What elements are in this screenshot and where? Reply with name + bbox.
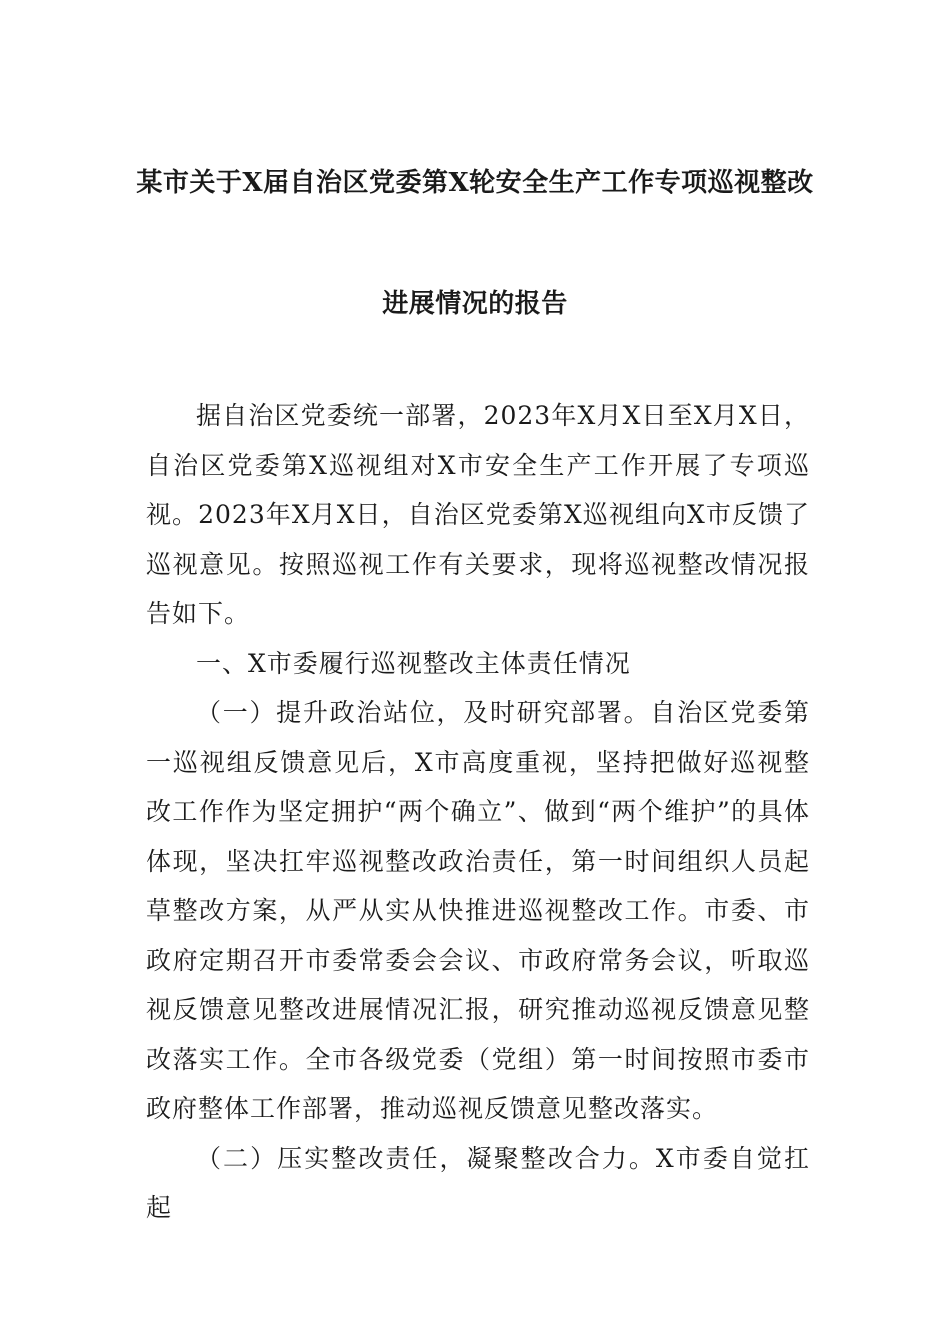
intro-paragraph: 据自治区党委统一部署，2023年X月X日至X月X日，自治区党委第X巡视组对X市安全生产工作开展了专项巡视。2023年X月X日，自治区党委第X巡视组向X市反馈了巡视意见。按照巡视工作有关要求，现将巡视整改情况报告如下。 — [146, 401, 810, 628]
document-title-line-1: 某市关于X届自治区党委第X轮安全生产工作专项巡视整改 — [136, 168, 814, 198]
subsection-paragraph-1: （一）提升政治站位，及时研究部署。自治区党委第一巡视组反馈意见后，X市高度重视，坚持把做好巡视整改工作作为坚定拥护“两个确立”、做到“两个维护”的具体体现，坚决扛牢巡视整改政治责任，第一时间组织人员起草整改方案，从严从实从快推进巡视整改工作。市委、市政府定期召开市委常委会会议、市政府常务会议，听取巡视反馈意见整改进展情况汇报，研究推动巡视反馈意见整改落实工作。全市各级党委（党组）第一时间按照市委市政府整体工作部署，推动巡视反馈意见整改落实。 — [146, 698, 810, 1123]
subsection-paragraph-2: （二）压实整改责任，凝聚整改合力。X市委自觉扛起 — [146, 1143, 810, 1222]
section-heading-1: 一、X市委履行巡视整改主体责任情况 — [196, 648, 631, 678]
document-body — [146, 391, 810, 1233]
document-title-line-2: 进展情况的报告 — [382, 289, 568, 319]
